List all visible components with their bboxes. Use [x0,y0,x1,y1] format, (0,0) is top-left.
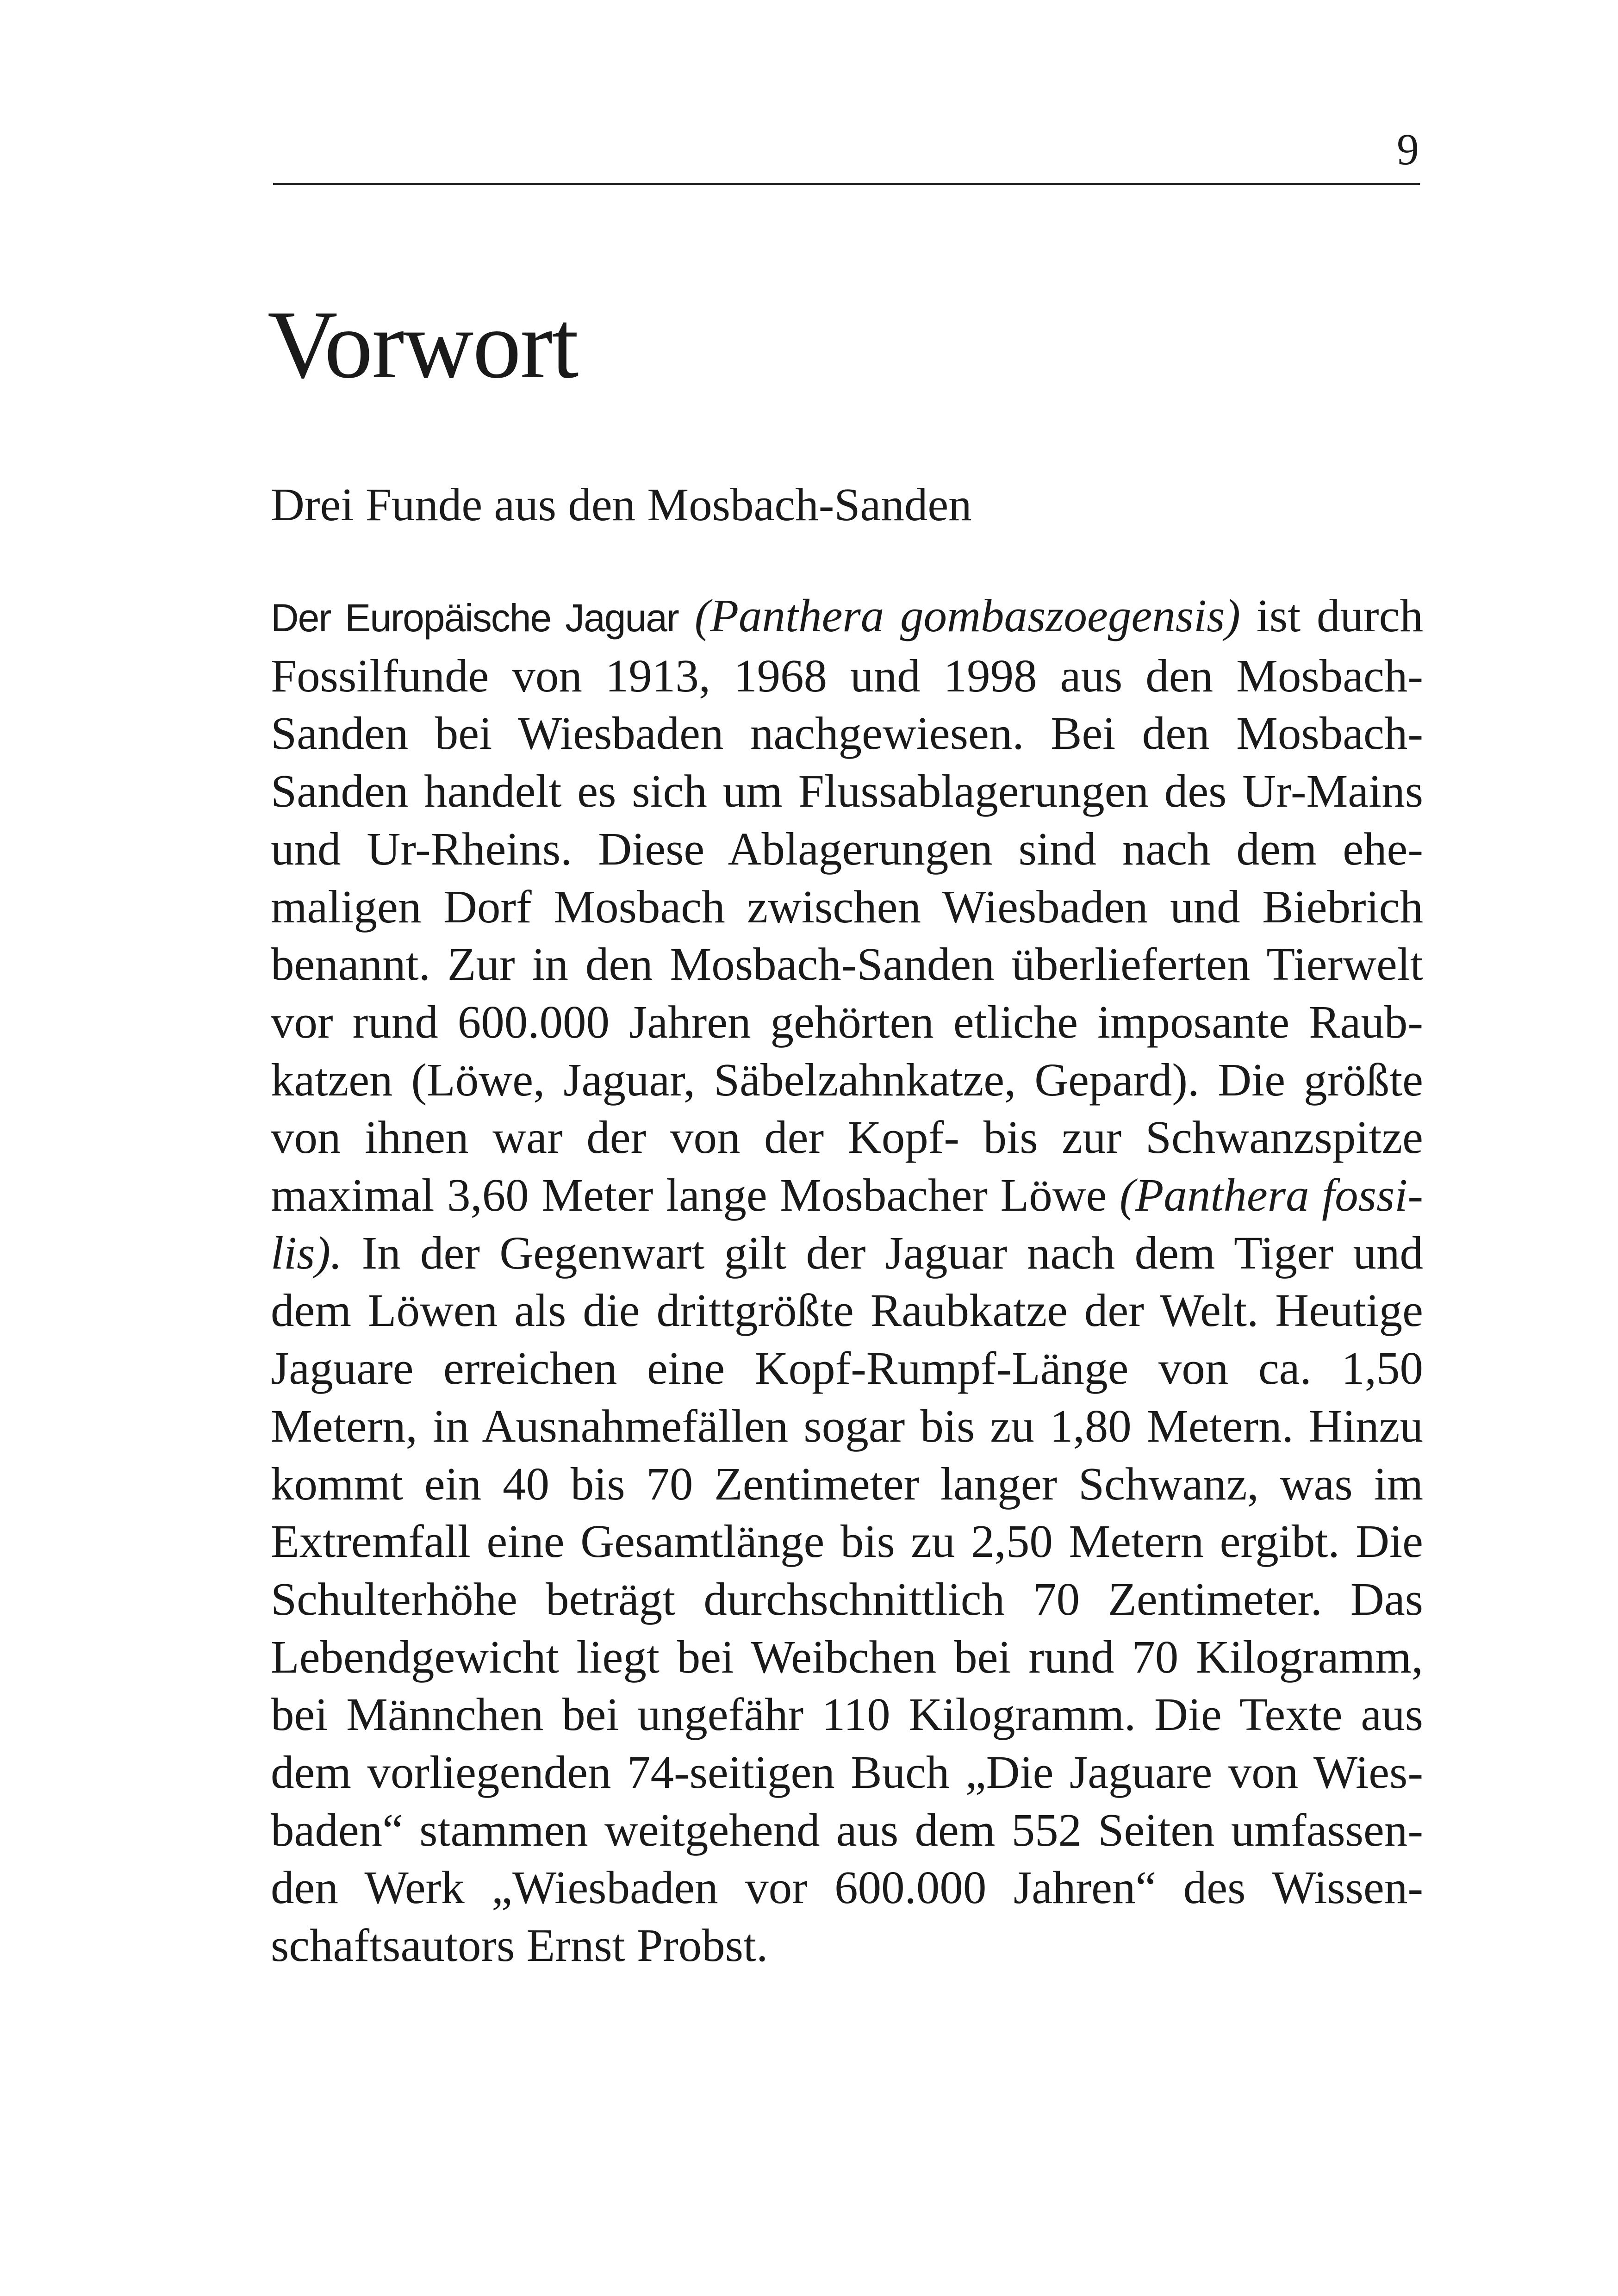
text-line: Sanden bei Wiesbaden nachgewiesen. Bei den Mosbach- [271,707,1423,759]
text-line: dem vorliegenden 74-seitigen Buch „Die Jaguare von Wies- [271,1746,1423,1798]
page-number: 9 [1397,124,1419,174]
text-line: vor rund 600.000 Jahren gehörten etliche imposante Raub- [271,996,1423,1048]
text-line: Lebendgewicht liegt bei Weibchen bei rund 70 Kilogramm, [271,1630,1423,1683]
text-line: Schulterhöhe beträgt durchschnittlich 70 Zentimeter. Das [271,1573,1423,1625]
text-line: Extremfall eine Gesamtlänge bis zu 2,50 Metern ergibt. Die [271,1515,1423,1568]
text-fragment: In der Gegenwart gilt der Jaguar nach dem Tiger und [342,1226,1423,1279]
text-line: katzen (Löwe, Jaguar, Säbelzahnkatze, Gepard). Die größte [271,1053,1423,1106]
text-line: dem Löwen als die drittgrößte Raubkatze der Welt. Heutige [271,1284,1423,1337]
species-name-lion-end: lis). [271,1226,342,1279]
text-line: Jaguare erreichen eine Kopf-Rumpf-Länge von ca. 1,50 [271,1342,1423,1394]
text-line [271,587,1423,647]
text-line: Metern, in Ausnahmefällen sogar bis zu 1,80 Metern. Hinzu [271,1400,1423,1452]
species-name-jaguar: (Panthera gombaszoegensis) [694,590,1241,641]
text-line: und Ur-Rheins. Diese Ablagerungen sind nach dem ehe- [271,822,1423,875]
body-paragraph [271,587,1423,1974]
text-line: den Werk „Wiesbaden vor 600.000 Jahren“ des Wissen- [271,1861,1423,1914]
text-fragment: ist durch [1240,590,1423,641]
text-line: maligen Dorf Mosbach zwischen Wiesbaden und Biebrich [271,880,1423,933]
lead-in-text: Der Europäische Jaguar [271,596,678,640]
text-line [271,1166,1423,1224]
text-line: benannt. Zur in den Mosbach-Sanden überlieferten Tierwelt [271,938,1423,990]
text-line: baden“ stammen weitgehend aus dem 552 Seiten umfassen- [271,1804,1423,1856]
text-fragment: maximal 3,60 Meter lange Mosbacher Löwe [271,1169,1120,1221]
text-line: kommt ein 40 bis 70 Zentimeter langer Schwanz, was im [271,1457,1423,1510]
text-line: von ihnen war der von der Kopf- bis zur Schwanzspitze [271,1111,1423,1164]
text-line-last: schaftsautors Ernst Probst. [271,1919,768,1972]
text-line: Sanden handelt es sich um Flussablagerungen des Ur-Mains [271,765,1423,817]
text-line [271,1224,1423,1282]
species-name-lion: (Panthera fossi- [1120,1169,1423,1221]
text-line: bei Männchen bei ungefähr 110 Kilogramm. Die Texte aus [271,1688,1423,1741]
chapter-subtitle: Drei Funde aus den Mosbach-Sanden [271,479,972,530]
chapter-title: Vorwort [268,291,578,398]
header-rule [273,183,1420,185]
text-line: Fossilfunde von 1913, 1968 und 1998 aus den Mosbach- [271,649,1423,702]
